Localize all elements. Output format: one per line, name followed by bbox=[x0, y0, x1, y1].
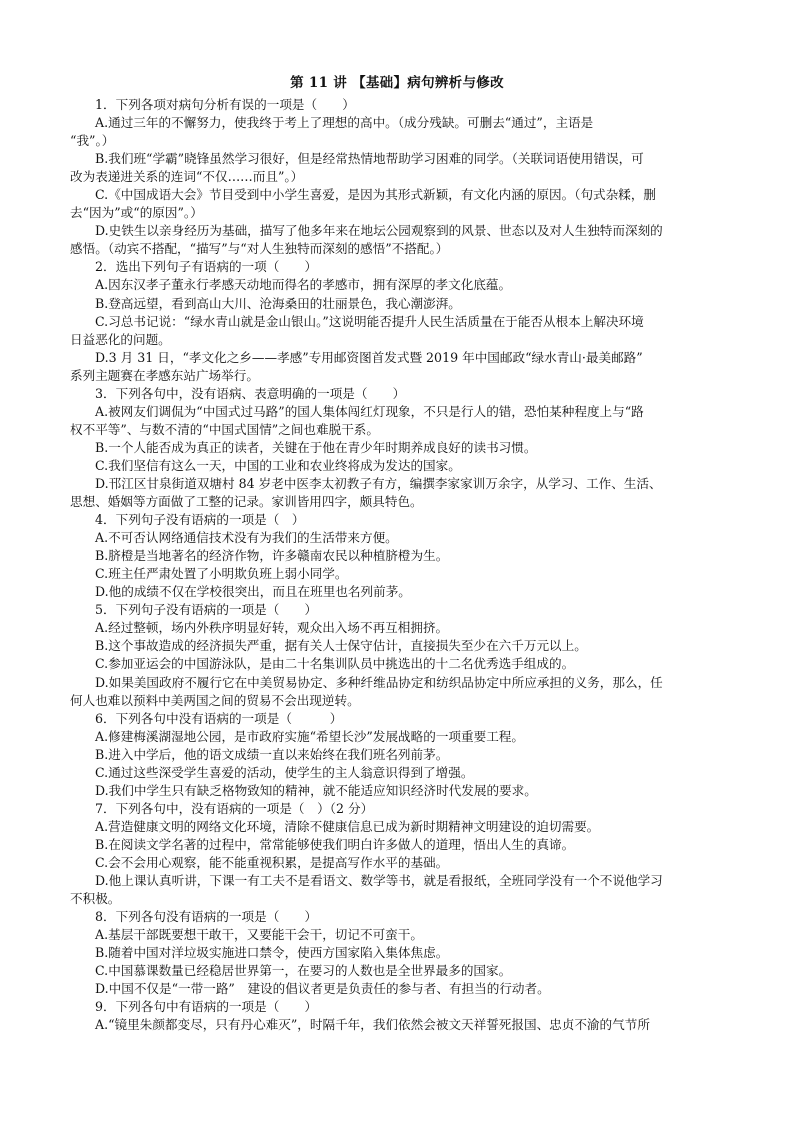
answer-option: A.修建梅溪湖湿地公园，是市政府实施“希望长沙”发展战略的一项重要工程。 bbox=[95, 728, 524, 744]
answer-option: D.邗江区甘泉街道双塘村 84 岁老中医李太初教子有方，编撰李家家训万余字，从学习、工作、生活、 bbox=[95, 475, 662, 491]
answer-option: C.班主任严肃处置了小明欺负班上弱小同学。 bbox=[95, 566, 348, 582]
answer-option: C.习总书记说：“绿水青山就是金山银山。”这说明能否提升人民生活质量在于能否从根本上解决环境 bbox=[95, 313, 644, 329]
question-stem: 4．下列句子没有语病的一项是（ ） bbox=[95, 512, 305, 528]
answer-option: D.中国不仅是“一带一路” 建设的倡议者更是负责任的参与者、有担当的行动者。 bbox=[95, 981, 550, 997]
answer-option: D.他上课认真听讲，下课一有工夫不是看语文、数学等书，就是看报纸，全班同学没有一个不说他学习 bbox=[95, 873, 663, 889]
answer-option: B.登高远望，看到高山大川、沧海桑田的壮丽景色，我心潮澎湃。 bbox=[95, 295, 461, 311]
answer-option: C.会不会用心观察，能不能重视积累，是提高写作水平的基础。 bbox=[95, 854, 449, 870]
answer-option: D.3 月 31 日，“孝文化之乡——孝感”专用邮资图首发式暨 2019 年中国邮政“绿水青山·最美邮路” bbox=[95, 349, 643, 365]
question-stem: 2．选出下列句子有语病的一项（ ） bbox=[95, 259, 318, 275]
answer-option: C.参加亚运会的中国游泳队，是由二十名集训队员中挑选出的十二名优秀选手组成的。 bbox=[95, 656, 575, 672]
answer-option: B.进入中学后，他的语文成绩一直以来始终在我们班名列前茅。 bbox=[95, 746, 449, 762]
continuation-line: “我”。） bbox=[70, 133, 115, 149]
answer-option: B.一个人能否成为真正的读者，关键在于他在青少年时期养成良好的读书习惯。 bbox=[95, 439, 537, 455]
continuation-line: 去“因为”或“的原因”。） bbox=[70, 205, 203, 221]
answer-option: A.通过三年的不懈努力，使我终于考上了理想的高中。（成分残缺。可删去“通过”，主语是 bbox=[95, 115, 594, 131]
answer-option: B.脐橙是当地著名的经济作物，许多赣南农民以种植脐橙为生。 bbox=[95, 548, 449, 564]
answer-option: A.营造健康文明的网络文化环境，清除不健康信息已成为新时期精神文明建设的迫切需要。 bbox=[95, 818, 600, 834]
answer-option: A.基层干部既要想干敢干，又要能干会干，切记不可蛮干。 bbox=[95, 927, 423, 943]
answer-option: C.《中国成语大会》节目受到中小学生喜爱，是因为其形式新颖，有文化内涵的原因。（句式杂糅，删 bbox=[95, 187, 657, 203]
answer-option: B.这个事故造成的经济损失严重，据有关人士保守估计，直接损失至少在六千万元以上。 bbox=[95, 638, 587, 654]
answer-option: C.中国慕课数量已经稳居世界第一，在要习的人数也是全世界最多的国家。 bbox=[95, 963, 512, 979]
answer-option: A.被网友们调侃为“中国式过马路”的国人集体闯红灯现象，不只是行人的错，恐怕某种程度上与“路 bbox=[95, 403, 644, 419]
continuation-line: 改为表递进关系的连词“不仅……而且”。） bbox=[70, 169, 304, 185]
answer-option: D.如果美国政府不履行它在中美贸易协定、多种纤维品协定和纺织品协定中所应承担的义务，那么，任 bbox=[95, 674, 663, 690]
continuation-line: 日益恶化的问题。 bbox=[70, 331, 171, 347]
answer-option: A.“镜里朱颜都变尽，只有丹心难灭”，时隔千年，我们依然会被文天祥誓死报国、忠贞不渝的气节所 bbox=[95, 1017, 650, 1033]
continuation-line: 系列主题赛在孝感东站广场举行。 bbox=[70, 367, 259, 383]
continuation-line: 权不平等”、与数不清的“中国式国情”之间也难脱干系。 bbox=[70, 421, 379, 437]
continuation-line: 何人也难以预料中美两国之间的贸易不会出现逆转。 bbox=[70, 692, 360, 708]
question-stem: 5．下列句子没有语病的一项是（ ） bbox=[95, 602, 318, 618]
question-stem: 7．下列各句中，没有语病的一项是（ ）（2 分） bbox=[95, 800, 374, 816]
answer-option: D.他的成绩不仅在学校很突出，而且在班里也名列前茅。 bbox=[95, 584, 411, 600]
continuation-line: 不积极。 bbox=[70, 891, 121, 907]
question-stem: 6．下列各句中没有语病的一项是（ ） bbox=[95, 710, 343, 726]
question-stem: 9．下列各句中有语病的一项是（ ） bbox=[95, 999, 318, 1015]
answer-option: C.通过这些深受学生喜爱的活动，使学生的主人翁意识得到了增强。 bbox=[95, 764, 474, 780]
question-list bbox=[70, 96, 724, 1034]
continuation-line: 思想、婚姻等方面做了工整的记录。家训皆用四字，颇具特色。 bbox=[70, 494, 423, 510]
answer-option: A.经过整顿，场内外秩序明显好转，观众出入场不再互相拥挤。 bbox=[95, 620, 449, 636]
answer-option: B.随着中国对洋垃圾实施进口禁令，使西方国家陷入集体焦虑。 bbox=[95, 945, 449, 961]
answer-option: A.不可否认网络通信技术没有为我们的生活带来方便。 bbox=[95, 530, 398, 546]
page-title: 第 11 讲 【基础】病句辨析与修改 bbox=[290, 75, 504, 91]
continuation-line: 感悟。（动宾不搭配，“描写”与“对人生独特而深刻的感悟”不搭配。） bbox=[70, 241, 449, 257]
answer-option: B.我们班“学霸”晓锋虽然学习很好，但是经常热情地帮助学习困难的同学。（关联词语使用错误，可 bbox=[95, 151, 644, 167]
answer-option: B.在阅读文学名著的过程中，常常能够使我们明白许多做人的道理，悟出人生的真谛。 bbox=[95, 836, 575, 852]
question-stem: 8．下列各句没有语病的一项是（ ） bbox=[95, 909, 318, 925]
answer-option: D.我们中学生只有缺乏格物致知的精神，就不能适应知识经济时代发展的要求。 bbox=[95, 782, 537, 798]
answer-option: C.我们坚信有这么一天，中国的工业和农业终将成为发达的国家。 bbox=[95, 457, 461, 473]
question-stem: 3．下列各句中，没有语病、表意明确的一项是（ ） bbox=[95, 385, 406, 401]
answer-option: D.史铁生以亲身经历为基础，描写了他多年来在地坛公园观察到的风景、世态以及对人生独特而深刻的 bbox=[95, 223, 663, 239]
question-stem: 1．下列各项对病句分析有误的一项是（ ） bbox=[95, 97, 355, 112]
answer-option: A.因东汉孝子董永行孝感天动地而得名的孝感市，拥有深厚的孝文化底蕴。 bbox=[95, 277, 512, 293]
